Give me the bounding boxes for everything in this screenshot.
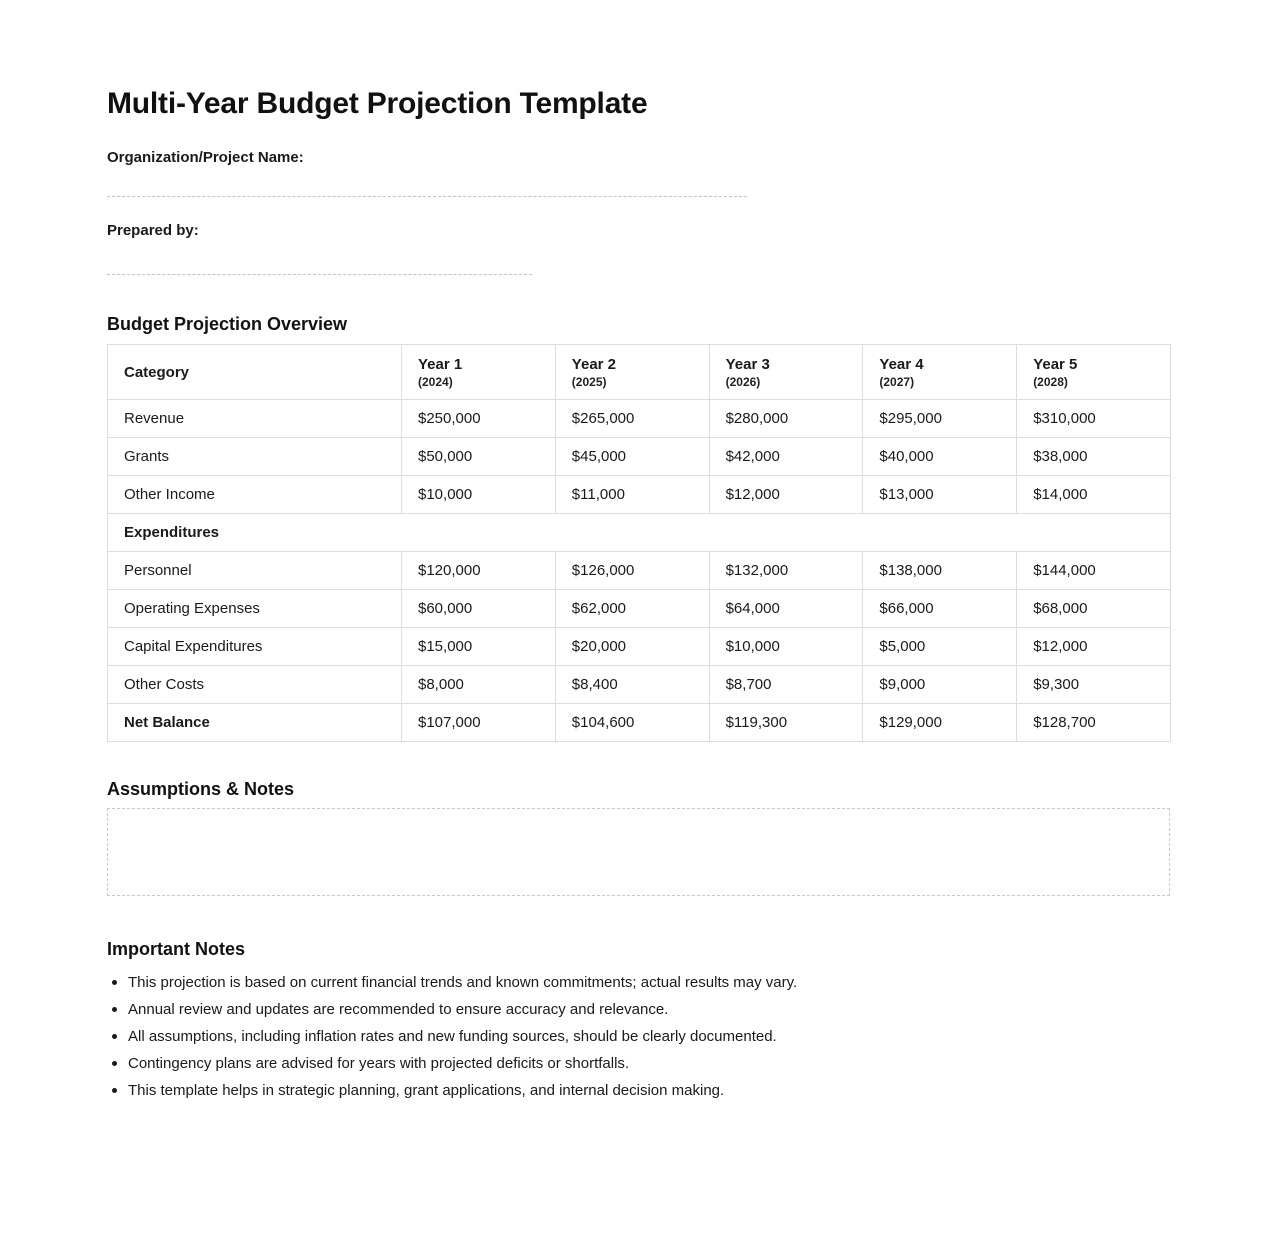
value-cell: $295,000 [863,400,1017,438]
prepared-by-label: Prepared by: [107,222,199,239]
org-name-label: Organization/Project Name: [107,149,304,166]
note-item: This projection is based on current financial trends and known commitments; actual results may vary. [107,973,1170,993]
value-cell: $132,000 [709,552,863,590]
value-cell: $119,300 [709,704,863,742]
value-cell: $38,000 [1017,438,1171,476]
category-cell: Other Costs [108,666,402,704]
table-row-operating-expenses [108,590,1171,628]
value-cell: $126,000 [555,552,709,590]
value-cell: $40,000 [863,438,1017,476]
table-row-other-costs [108,666,1171,704]
bullet-icon [112,1061,117,1066]
page-title: Multi-Year Budget Projection Template [107,87,648,120]
category-cell: Revenue [108,400,402,438]
value-cell: $10,000 [709,628,863,666]
table-row-personnel [108,552,1171,590]
value-cell: $107,000 [402,704,556,742]
value-cell: $128,700 [1017,704,1171,742]
category-cell: Net Balance [108,704,402,742]
value-cell: $66,000 [863,590,1017,628]
note-item: All assumptions, including inflation rates and new funding sources, should be clearly documented. [107,1027,1170,1047]
expenditures-section-row [108,514,1171,552]
col-header-year-3: Year 3 (2026) [709,345,863,400]
value-cell: $5,000 [863,628,1017,666]
value-cell: $68,000 [1017,590,1171,628]
col-header-year-1: Year 1 (2024) [402,345,556,400]
table-header-row [108,345,1171,400]
bullet-icon [112,1034,117,1039]
value-cell: $8,400 [555,666,709,704]
value-cell: $310,000 [1017,400,1171,438]
category-cell: Grants [108,438,402,476]
value-cell: $14,000 [1017,476,1171,514]
section-heading-assumptions: Assumptions & Notes [107,779,295,799]
table-row-revenue [108,400,1171,438]
budget-projection-table [107,344,1171,742]
note-item: Annual review and updates are recommended to ensure accuracy and relevance. [107,1000,1170,1020]
value-cell: $265,000 [555,400,709,438]
value-cell: $280,000 [709,400,863,438]
bullet-icon [112,980,117,985]
category-cell: Capital Expenditures [108,628,402,666]
net-balance-row [108,704,1171,742]
table-row-other-income [108,476,1171,514]
value-cell: $144,000 [1017,552,1171,590]
value-cell: $62,000 [555,590,709,628]
org-name-input-line[interactable] [107,196,747,197]
category-cell: Personnel [108,552,402,590]
category-cell: Other Income [108,476,402,514]
value-cell: $12,000 [1017,628,1171,666]
section-heading-important-notes: Important Notes [107,939,246,959]
value-cell: $129,000 [863,704,1017,742]
col-header-year-5: Year 5 (2028) [1017,345,1171,400]
note-item: This template helps in strategic planning, grant applications, and internal decision making. [107,1081,1170,1101]
value-cell: $42,000 [709,438,863,476]
value-cell: $13,000 [863,476,1017,514]
category-cell: Operating Expenses [108,590,402,628]
col-header-year-4: Year 4 (2027) [863,345,1017,400]
bullet-icon [112,1007,117,1012]
assumptions-notes-box[interactable] [107,808,1170,896]
section-heading-budget-overview: Budget Projection Overview [107,314,348,334]
value-cell: $60,000 [402,590,556,628]
value-cell: $10,000 [402,476,556,514]
note-item: Contingency plans are advised for years with projected deficits or shortfalls. [107,1054,1170,1074]
table-row-capital-expenditures [108,628,1171,666]
value-cell: $138,000 [863,552,1017,590]
value-cell: $50,000 [402,438,556,476]
important-notes-list [107,973,1170,1101]
prepared-by-input-line[interactable] [107,274,532,275]
expenditures-section-label: Expenditures [108,514,1171,552]
value-cell: $104,600 [555,704,709,742]
value-cell: $8,000 [402,666,556,704]
value-cell: $9,000 [863,666,1017,704]
value-cell: $15,000 [402,628,556,666]
col-header-category: Category [108,345,402,400]
value-cell: $8,700 [709,666,863,704]
value-cell: $11,000 [555,476,709,514]
value-cell: $250,000 [402,400,556,438]
value-cell: $9,300 [1017,666,1171,704]
value-cell: $120,000 [402,552,556,590]
value-cell: $12,000 [709,476,863,514]
table-row-grants [108,438,1171,476]
value-cell: $64,000 [709,590,863,628]
value-cell: $45,000 [555,438,709,476]
document-page [107,0,1170,1101]
value-cell: $20,000 [555,628,709,666]
col-header-year-2: Year 2 (2025) [555,345,709,400]
bullet-icon [112,1088,117,1093]
